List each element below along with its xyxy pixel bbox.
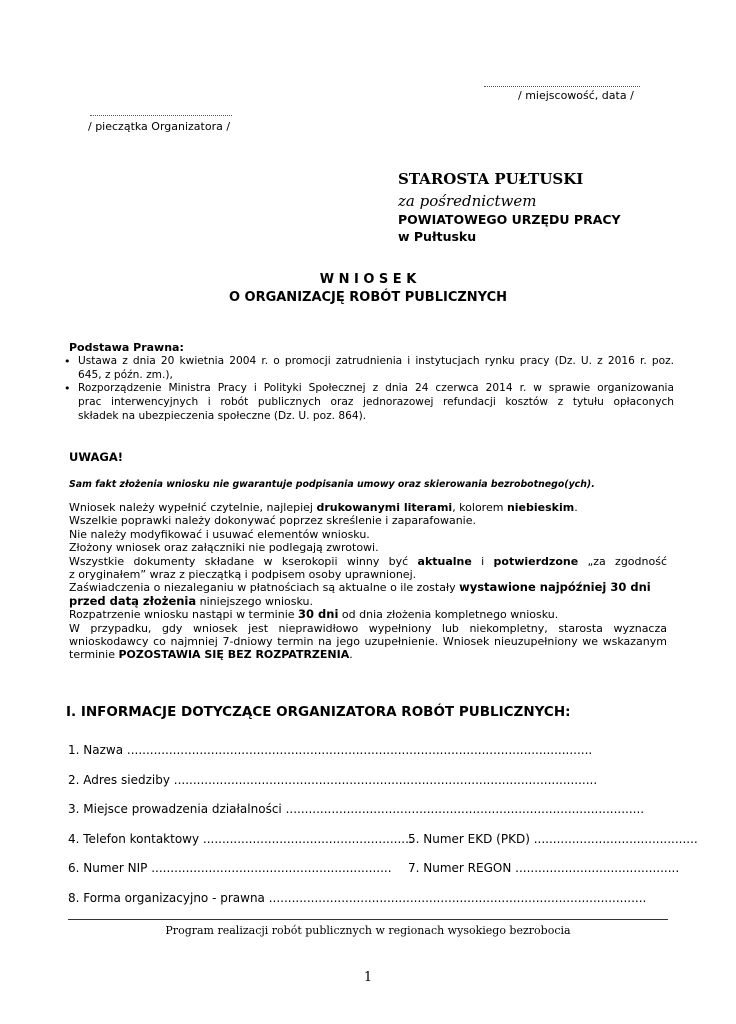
field-ekd[interactable]: 5. Numer EKD (PKD) ........................................... (408, 832, 698, 846)
legal-item-2a: Rozporządzenie Ministra Pracy i Polityki Społecznej z dnia 24 czerwca 2014 r. w sprawie organizowania (78, 382, 674, 394)
stamp-label: / pieczątka Organizatora / (88, 120, 231, 133)
addressee-block (398, 170, 621, 244)
field-label: 4. Telefon kontaktowy (68, 832, 200, 846)
place-date-label: / miejscowość, data / (518, 89, 634, 102)
field-label: 5. Numer EKD (PKD) (408, 832, 530, 846)
page-number: 1 (363, 970, 373, 985)
place-date-line (484, 86, 640, 87)
notice-heading: UWAGA! (69, 450, 123, 464)
field-address[interactable]: 2. Adres siedziby ............................................................................................................... (68, 773, 598, 787)
footer-program: Program realizacji robót publicznych w regionach wysokiego bezrobocia (165, 924, 571, 937)
footer-divider (68, 919, 668, 920)
field-nip[interactable]: 6. Numer NIP ............................................................... (68, 861, 392, 875)
field-regon[interactable]: 7. Numer REGON ........................................... (408, 861, 680, 875)
legal-basis-heading: Podstawa Prawna: (69, 341, 184, 354)
addressee-line3: POWIATOWEGO URZĘDU PRACY (398, 212, 621, 227)
field-business-place[interactable]: 3. Miejsce prowadzenia działalności .............................................................................................. (68, 802, 645, 816)
notice-warning: Sam fakt złożenia wniosku nie gwarantuje podpisania umowy oraz skierowania bezrobotnego(ych). (69, 479, 595, 490)
legal-bullet-1: • (64, 355, 71, 368)
page-title: O ORGANIZACJĘ ROBÓT PUBLICZNYCH (228, 290, 508, 305)
notice-body: Wniosek należy wypełnić czytelnie, najlepiej drukowanymi literami, kolorem niebieskim. Wszelkie poprawki należy dokonywać poprzez skreślenie i zaparafowanie. Nie należy modyfikować i usuwać elementów wniosku. Złożony wniosek oraz załączniki nie podlegają zwrotowi. Wszystkie dokumenty składane w kserokopii winny być aktualne i potwierdzone „za zgodność z oryginałem” wraz z pieczątką i podpisem osoby uprawnionej. Zaświadczenia o niezaleganiu w płatnościach są aktualne o ile zostały wystawione najpóźniej 30 dni przed datą złożenia niniejszego wniosku. Rozpatrzenie wniosku nastąpi w terminie 30 dni od dnia złożenia kompletnego wniosku. W przypadku, gdy wniosek jest nieprawidłowo wypełniony lub niekompletny, starosta wyznacza wnioskodawcy co najmniej 7-dniowy termin na jego uzupełnienie. Wniosek nieuzupełniony we wskazanym terminie POZOSTAWIA SIĘ BEZ ROZPATRZENIA. (69, 501, 667, 662)
field-label: 2. Adres siedziby (68, 773, 170, 787)
legal-item-2b: prac interwencyjnych i robót publicznych oraz jednorazowej refundacji kosztów z tytułu opłaconych (78, 396, 674, 408)
addressee-line1: STAROSTA PUŁTUSKI (398, 170, 584, 188)
stamp-line (90, 115, 232, 116)
field-label: 8. Forma organizacyjno - prawna (68, 891, 265, 905)
legal-item-1a: Ustawa z dnia 20 kwietnia 2004 r. o promocji zatrudnienia i instytucjach rynku pracy (Dz. U. z 2016 r. poz. (78, 355, 674, 367)
addressee-line4: w Pułtusku (398, 229, 477, 244)
field-label: 1. Nazwa (68, 743, 124, 757)
legal-bullet-2: • (64, 382, 71, 395)
field-label: 7. Numer REGON (408, 861, 512, 875)
title-line1: W N I O S E K (319, 272, 417, 287)
field-label: 6. Numer NIP (68, 861, 148, 875)
legal-item-1b: 645, z późn. zm.), (78, 369, 173, 381)
legal-item-2c: składek na ubezpieczenia społeczne (Dz. U. poz. 864). (78, 410, 367, 422)
field-phone[interactable]: 4. Telefon kontaktowy ....................................................... (68, 832, 413, 846)
field-legal-form[interactable]: 8. Forma organizacyjno - prawna ................................................................................................... (68, 891, 647, 905)
addressee-line2: za pośrednictwem (398, 192, 537, 210)
field-name[interactable]: 1. Nazwa .......................................................................................................................... (68, 743, 593, 757)
field-label: 3. Miejsce prowadzenia działalności (68, 802, 282, 816)
section-heading: I. INFORMACJE DOTYCZĄCE ORGANIZATORA ROBÓT PUBLICZNYCH: (66, 704, 571, 720)
